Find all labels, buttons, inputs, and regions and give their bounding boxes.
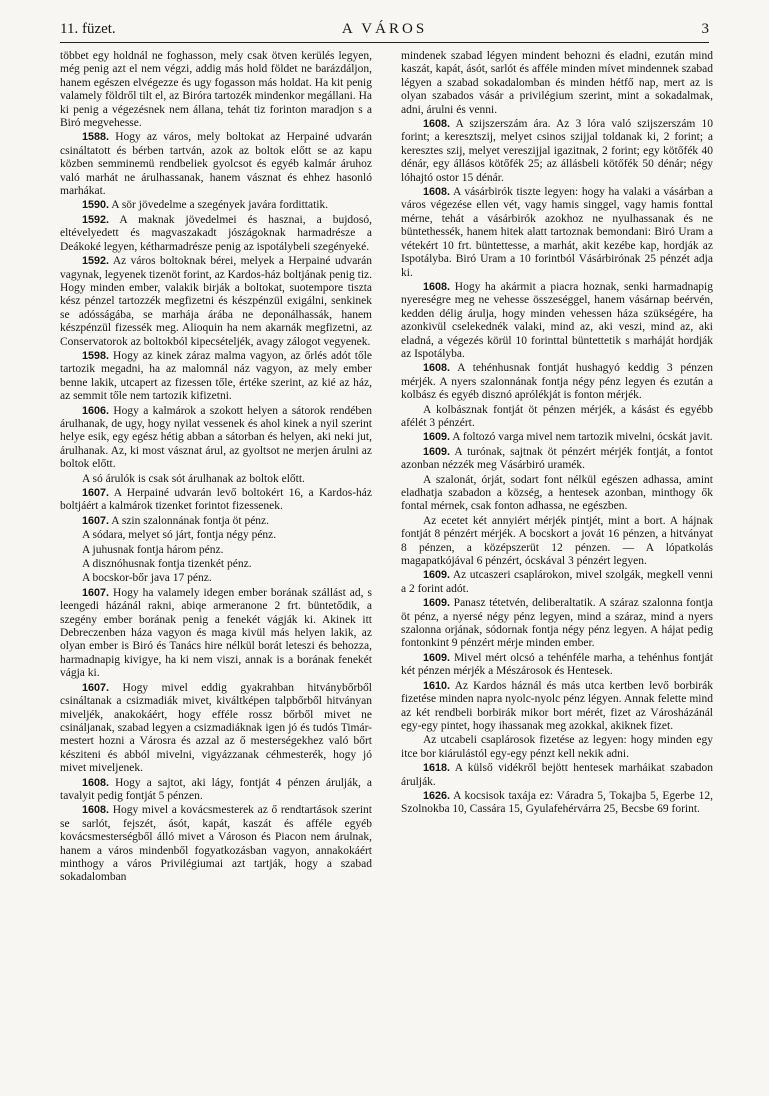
- paragraph-text: A turónak, sajtnak öt pénzért mérjék fontját, a fontot azonban nézzék meg Vásárbiró uramék.: [401, 445, 713, 472]
- paragraph: [401, 597, 713, 651]
- paragraph: [401, 186, 713, 280]
- year-label: 1606.: [82, 404, 110, 417]
- paragraph-text: A sódara, melyet só járt, fontja négy pénz.: [82, 529, 277, 542]
- paragraph-text: A tehénhusnak fontját hushagyó keddig 3 pénzen mérjék. A nyers szalonnának fontja négy pénz legyen és ezután a kolbász és egyéb disznó aprólékját is fonton mérjék.: [401, 362, 713, 402]
- paragraph: [60, 804, 372, 884]
- paragraph: [60, 214, 372, 254]
- paragraph-text: Az ecetet két annyiért mérjék pintjét, mint a bort. A hájnak fontját 8 pénzért mérjék. A bocskort a jovát 16 pénzen, a hitványat 8 pénzen, a középszerüt 12 pénzen. — A lópatkolás magapatkójával 6 pénzért, ócskával 3 pénzért legyen.: [401, 514, 713, 568]
- paragraph: [60, 405, 372, 472]
- year-label: 1598.: [82, 349, 110, 362]
- year-label: 1626.: [423, 789, 451, 802]
- paragraph: [401, 652, 713, 679]
- running-title: A VÁROS: [341, 21, 428, 37]
- paragraph: [401, 118, 713, 185]
- paragraph: [60, 544, 372, 557]
- year-label: 1608.: [423, 186, 451, 199]
- paragraph: [60, 587, 372, 681]
- paragraph-text: A szin szalonnának fontja öt pénz.: [111, 514, 270, 527]
- paragraph-text: Hogy ha akármit a piacra hoznak, senki harmadnapig nyereségre meg ne vehesse összeséggel, hanem vásárnap beérvén, kedden délig árulja, hogy minden vehessen háza szükségére, ha azonkivül cselekednék valaki, mind az, aki veszi, mind az, aki eladná, a végezés körül 10 forinttal büntettetik s marháját hordják az Ispotályba.: [401, 280, 713, 360]
- paragraph-text: Az utcabeli csaplárosok fizetése az legyen: hogy minden egy itce bor kiárulástól egy-egy pénzt kell nekik adni.: [401, 734, 713, 760]
- paragraph-text: Mivel mért olcsó a tehénféle marha, a tehénhus fontját két pénzen mérjék a Mészárosok és Hentesek.: [401, 651, 713, 678]
- paragraph: [401, 362, 713, 402]
- year-label: 1588.: [82, 131, 110, 144]
- paragraph-text: Hogy az város, mely boltokat az Herpainé udvarán csináltatott és bérben tartván, azok az boltok előtt se az kapu közben semminemü rendbeliek gyolcsot és egyéb kalmár áruhoz való marhát ne árulhassanak, hanem vásznat és ehhez hasonló marhákat.: [60, 131, 372, 198]
- year-label: 1608.: [423, 280, 451, 293]
- paragraph-text: A Herpainé udvarán levő boltokért 16, a Kardos-ház boltjáért a kalmárok tizenket forintot fizessenek.: [60, 487, 372, 513]
- paragraph: [401, 446, 713, 473]
- paragraph-text: A sör jövedelme a szegények javára fordittatik.: [111, 199, 329, 212]
- paragraph: [401, 569, 713, 596]
- paragraph-text: A kocsisok taxája ez: Váradra 5, Tokajba 5, Egerbe 12, Szolnokba 10, Cassára 15, Gyulafehérvárra 25, Becsbe 69 forint.: [401, 789, 714, 816]
- year-label: 1607.: [82, 586, 110, 599]
- paragraph: [60, 50, 372, 130]
- paragraph-text: Hogy a kalmárok a szokott helyen a sátorok rendében árulhanak, de ugy, hogy nyilat vessenek és ahol kinek a nyil szerint helye esik, egy egész hétig abban a sátorban és helyen, aki neki jut, árulhanak. Az, ki most vásznat árul, az gyoltsot ne merjen árulni az boltok előtt.: [60, 404, 372, 471]
- paragraph-text: Az utcaszeri csaplárokon, mivel szolgák, megkell venni a 2 forint adót.: [401, 569, 713, 595]
- paragraph: [401, 734, 713, 761]
- year-label: 1592.: [82, 213, 110, 226]
- paragraph: [401, 790, 713, 817]
- paragraph-text: Hogy mivel a kovácsmesterek az ő rendtartások szerint se sarlót, fejszét, ásót, kapát, kaszát és afféle egyéb kovácsmesterségből álló mivet a Városon és Piacon nem árulnak, hanem a város mindenből fogyatkozásban vagyon, annakokáért minthogy a város Privilégiumai azt tartják, hogy a szabad sokadalomban: [60, 804, 372, 884]
- paragraph: [60, 131, 372, 198]
- paragraph-text: A külső vidékről bejött hentesek marháikat szabadon árulják.: [401, 762, 713, 788]
- year-label: 1610.: [423, 679, 451, 692]
- year-label: 1607.: [82, 514, 110, 527]
- paragraph-text: Panasz tétetvén, deliberaltatik. A száraz szalonna fontja öt pénz, a nyersé négy pénz legyen, mind a száraz, mind a nyers szalonna orjának, sódornak fontja négy pénz legyen. A hájat pedig fontonkint 9 pénzért mérje minden ember.: [401, 597, 713, 650]
- paragraph: [401, 431, 713, 444]
- paragraph: [401, 474, 713, 514]
- paragraph-text: mindenek szabad légyen mindent behozni és eladni, ezután mind kaszát, kapát, ásót, sarlót és afféle minden mívet mindennek szabad légyen a szabad sokadalomban és minden hétfő nap, mert az is olyan szabados vásár a privilégium szerint, mint a sokadalmak, adni, árulni és venni.: [401, 50, 713, 116]
- paragraph-text: Hogy a sajtot, aki lágy, fontját 4 pénzen árulják, a tavalyit pedig fontját 5 pénzen.: [60, 776, 372, 802]
- year-label: 1608.: [82, 776, 110, 789]
- page-number: 3: [701, 21, 709, 37]
- issue-label: 11. füzet.: [60, 21, 116, 37]
- paragraph: [401, 404, 713, 431]
- year-label: 1609.: [423, 431, 451, 444]
- paragraph: [401, 281, 713, 361]
- paragraph-text: Hogy az kinek záraz malma vagyon, az őrlés adót tőle tartozik megadni, ha az malomnál náz vagyon, az mely ember benne lakik, utcapert az fizessen tőle, értéke szerint, az kié az ház, az semmit tőle nem tartozik kifizetni.: [60, 349, 372, 403]
- paragraph: [60, 473, 372, 486]
- left-column: [60, 50, 372, 886]
- year-label: 1608.: [423, 362, 451, 375]
- paragraph: [401, 515, 713, 569]
- paragraph: [60, 350, 372, 404]
- right-column: [401, 50, 713, 818]
- paragraph: [401, 680, 713, 734]
- paragraph: [60, 558, 372, 571]
- page-header: [60, 18, 709, 43]
- paragraph-text: Az város boltoknak bérei, melyek a Herpainé udvarán vagynak, legyenek tizenöt forint, az Kardos-ház boltjának penig tiz. Hogy minden ember, valakik birják a boltokat, suotempore tiszta kész pénzel tartozzék megfizetni és készpénzül exigálni, senkinek se adósságába, se marhája árába ne deponálhassák, hanem készpénzül fizessék meg. Alioquin ha nem akarnák megfizetni, az Conservatorok az boltokból kipecsételjék, avagy zálogot vegyenek.: [60, 255, 372, 348]
- paragraph-text: A vásárbirók tiszte legyen: hogy ha valaki a vásárban a város végezése ellen vét, vagy hamis singgel, vagy hamis fonttal mérne, tehát a vásárbirók azokhoz ne nyulhassanak és ne büntethessék, hanem hitek alatt tartoznak bemondani: Biró Uram a vétekért 10 frt. büntettesse, a marhát, akit kezébe kap, hordják az Ispotályba. Biró Uram a 10 forintból Vásárbirónak 25 pénzét adja ki.: [401, 186, 713, 279]
- paragraph-text: Hogy ha valamely idegen ember borának szállást ad, s leengedi házánál rakni, abiqe armeranone 2 frt. büntetődik, a szegény ember borának penig a fenekét vágják ki. Akinek itt Debreczenben háza vagyon és maga kivül más helyen lakik, az olyan ember is Biró és Tanács hire nélkül borát leteszi és behozza, harmadnapig kivigye, ha ki nem viszi, annak is a borának fenekét vágja ki.: [60, 586, 372, 680]
- year-label: 1608.: [423, 118, 451, 131]
- year-label: 1607.: [82, 681, 110, 694]
- paragraph-text: A só árulók is csak sót árulhanak az boltok előtt.: [82, 472, 305, 485]
- year-label: 1609.: [423, 597, 451, 610]
- paragraph-text: A kolbásznak fontját öt pénzen mérjék, a kásást és egyébb afélét 3 pénzért.: [401, 403, 713, 429]
- paragraph-text: A szalonát, órját, sodart font nélkül egészen adhassa, amint eladhatja szabadon a község, a hentesek azonban, minthogy ők fontal mérnek, csak fonton adhassa, ne egészben.: [401, 473, 713, 513]
- paragraph-text: A szijszerszám ára. Az 3 lóra való szijszerszám 10 forint; a keresztszij, melyet csinos szijjal toldanak ki, 2 forint; a keresztes szij, melyet vereszijjal igazitnak, 2 forint; egy kötőfék 40 dénár, egy állásos kötőfék 25; az állásbeli kötőfék 50 dénár; négy lóhajtó ostor 15 dénár.: [401, 118, 714, 184]
- year-label: 1592.: [82, 255, 110, 268]
- year-label: 1618.: [423, 762, 451, 775]
- paragraph-text: többet egy holdnál ne foghasson, mely csak ötven kerülés legyen, még penig azt el nem végzi, addig más hold földet ne barázdáljon, hanem egészen elvégezze és ugy fogasson más holdat. Ha kit penig valamely földről tilt el, az Biróra tartozék mindenkor megállani. Ha ki penig a végezésnek nem állana, tehát tiz forinton maradjon s a Biró megvehesse.: [60, 50, 372, 130]
- paragraph: [60, 529, 372, 542]
- paragraph: [60, 777, 372, 804]
- year-label: 1608.: [82, 804, 110, 817]
- paragraph: [60, 255, 372, 349]
- paragraph-text: A disznóhusnak fontja tizenkét pénz.: [82, 558, 252, 571]
- paragraph-text: A maknak jövedelmei és hasznai, a bujdosó, eltévelyedett és magvaszakadt jószágoknak harmadrésze a Deákoké legyen, kétharmadrésze penig az ispotálybeli szegényeké.: [60, 213, 372, 253]
- paragraph-text: A bocskor-bőr java 17 pénz.: [82, 572, 212, 585]
- year-label: 1609.: [423, 445, 451, 458]
- paragraph: [60, 515, 372, 528]
- year-label: 1609.: [423, 651, 451, 664]
- paragraph: [401, 762, 713, 789]
- year-label: 1590.: [82, 199, 110, 212]
- paragraph-text: Hogy mivel eddig gyakrahban hitványbőrből csináltanak a csizmadiák mivet, kiváltképen talpbőrből hitványan miveljék, anakokáért, hogy efféle rossz bőrből mivet ne csináljanak, szabad legyen a csizmadiáknak igen jó és tudós Timár-mestert hozni a Városra és azzal az ő mesterségekhez való bőrt késziteni és abból mivelni, vigyázzanak céhmesterék, hogy jó mivet miveljenek.: [60, 681, 372, 775]
- paragraph: [60, 682, 372, 776]
- paragraph-text: Az Kardos háznál és más utca kertben levő borbirák fizetése minden napra nyolc-nyolc pénz légyen. Annak felette mind az két rendbeli borbirák mikor bort mérét, fizet az Városházánál egy-egy pintet, hogy ihassanak meg azokkal, akiknek fizet.: [401, 679, 713, 732]
- year-label: 1609.: [423, 569, 451, 582]
- paragraph: [60, 572, 372, 585]
- paragraph: [401, 50, 713, 117]
- paragraph: [60, 199, 372, 212]
- paragraph-text: A juhusnak fontja három pénz.: [82, 543, 224, 556]
- paragraph: [60, 487, 372, 514]
- year-label: 1607.: [82, 487, 110, 499]
- paragraph-text: A foltozó varga mivel nem tartozik mivelni, ócskát javit.: [452, 431, 713, 444]
